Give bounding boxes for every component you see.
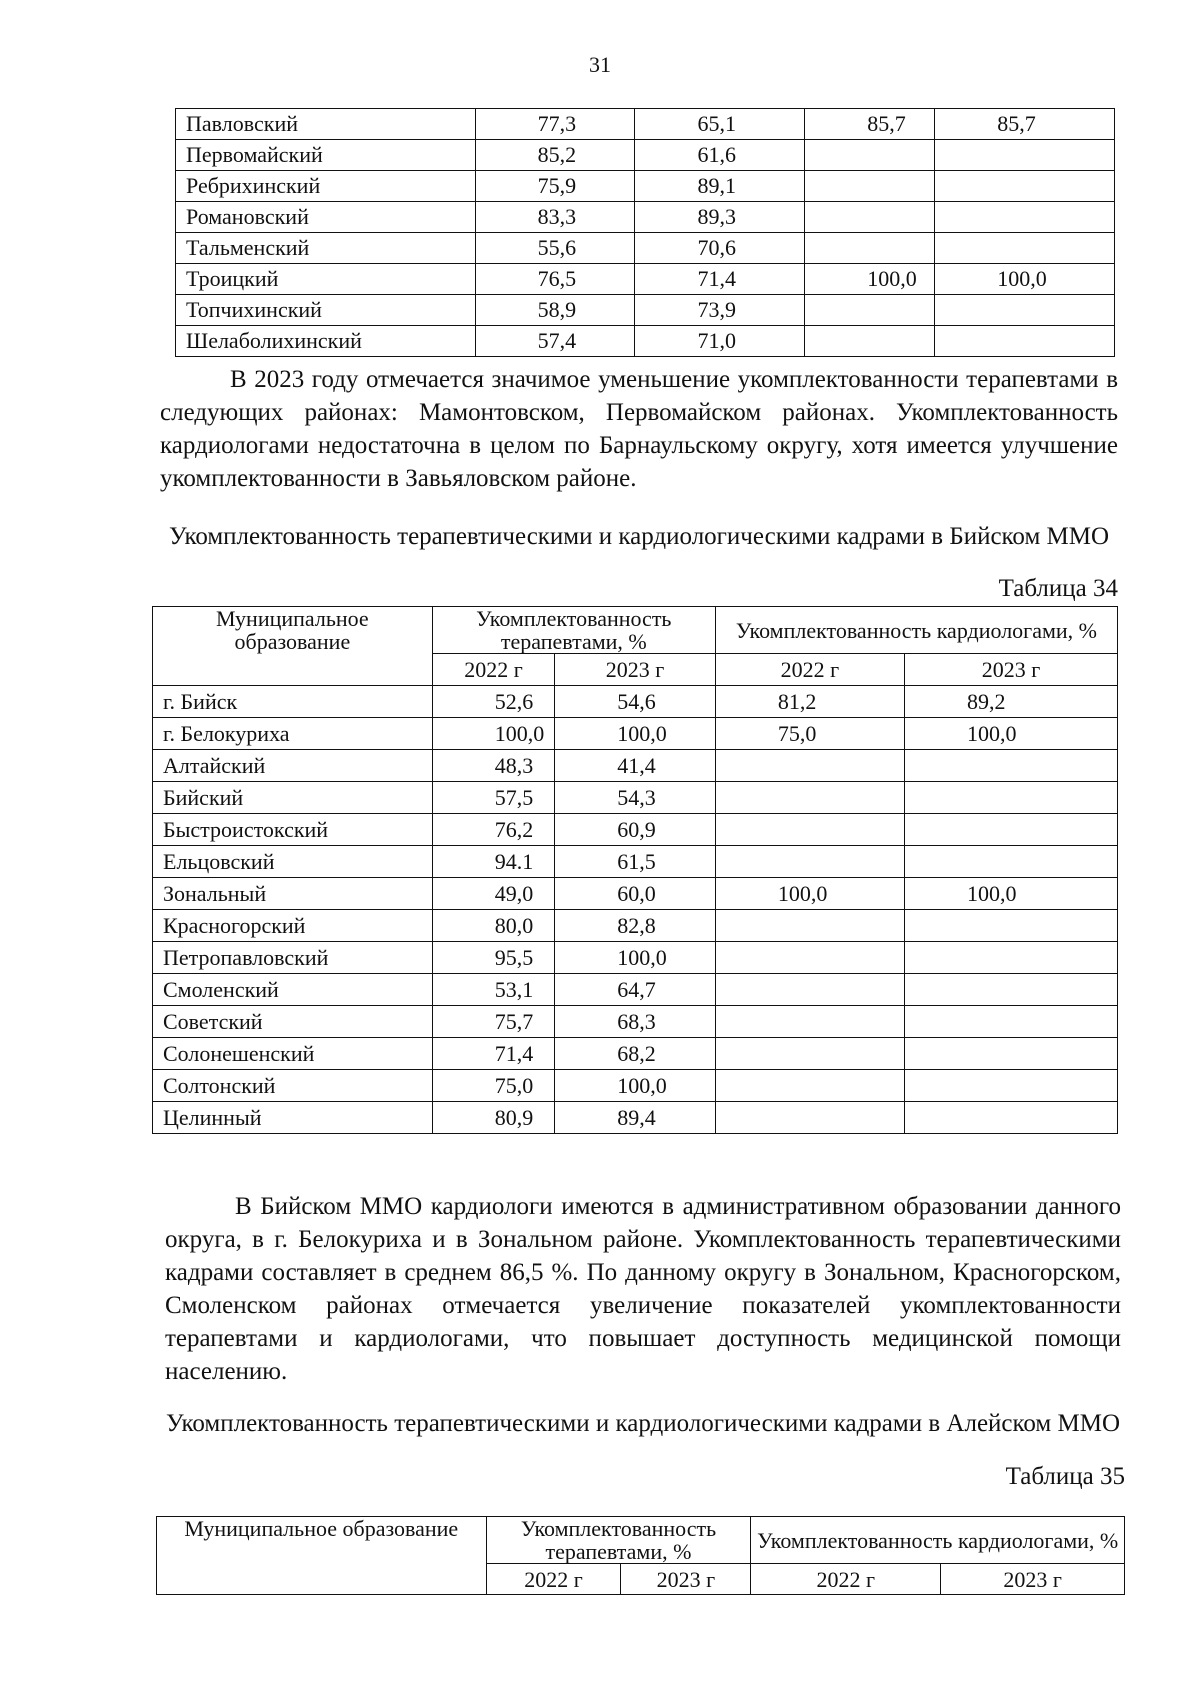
table-row: [153, 1038, 1118, 1070]
value-cell: 94.1: [432, 846, 555, 878]
value-cell: [904, 974, 1117, 1006]
value-cell: 100,0: [904, 718, 1117, 750]
value-cell: [904, 1070, 1117, 1102]
table34-label: Таблица 34: [998, 575, 1118, 602]
value-cell: 70,6: [635, 233, 805, 264]
table-row: [176, 295, 1115, 326]
value-cell: 85,7: [935, 109, 1115, 140]
value-cell: 83,3: [475, 202, 635, 233]
value-cell: 54,6: [555, 686, 716, 718]
value-cell: 57,4: [475, 326, 635, 357]
table-row: [153, 782, 1118, 814]
value-cell: [805, 202, 935, 233]
value-cell: 80,9: [432, 1102, 555, 1134]
value-cell: 61,6: [635, 140, 805, 171]
value-cell: 81,2: [715, 686, 904, 718]
header-year: 2023 г: [904, 654, 1117, 686]
municipality-cell: Ельцовский: [153, 846, 433, 878]
table-row: [153, 974, 1118, 1006]
value-cell: [805, 326, 935, 357]
municipality-cell: Троицкий: [176, 264, 476, 295]
value-cell: [935, 295, 1115, 326]
table-row: [153, 878, 1118, 910]
municipality-cell: Шелаболихинский: [176, 326, 476, 357]
table-row: [153, 686, 1118, 718]
table35-caption: Укомплектованность терапевтическими и кардиологическими кадрами в Алейском ММО: [166, 1410, 1120, 1437]
table-row: [153, 1102, 1118, 1134]
municipality-cell: Быстроистокский: [153, 814, 433, 846]
value-cell: 80,0: [432, 910, 555, 942]
value-cell: 75,0: [432, 1070, 555, 1102]
value-cell: [904, 750, 1117, 782]
value-cell: [904, 1102, 1117, 1134]
page-number: 31: [589, 52, 611, 77]
municipality-cell: Смоленский: [153, 974, 433, 1006]
municipality-cell: Красногорский: [153, 910, 433, 942]
municipality-cell: Топчихинский: [176, 295, 476, 326]
municipality-cell: Ребрихинский: [176, 171, 476, 202]
header-year: 2022 г: [486, 1564, 621, 1595]
municipality-cell: Алтайский: [153, 750, 433, 782]
header-year: 2023 г: [941, 1564, 1125, 1595]
value-cell: 100,0: [432, 718, 555, 750]
value-cell: 75,9: [475, 171, 635, 202]
table-row: [176, 202, 1115, 233]
value-cell: 85,7: [805, 109, 935, 140]
value-cell: 58,9: [475, 295, 635, 326]
table-continuation: [175, 108, 1115, 357]
value-cell: [904, 942, 1117, 974]
value-cell: [715, 1102, 904, 1134]
value-cell: [715, 1038, 904, 1070]
table-row: [176, 326, 1115, 357]
value-cell: 49,0: [432, 878, 555, 910]
municipality-cell: г. Бийск: [153, 686, 433, 718]
value-cell: 68,3: [555, 1006, 716, 1038]
value-cell: 89,2: [904, 686, 1117, 718]
table-row: [176, 140, 1115, 171]
value-cell: 61,5: [555, 846, 716, 878]
table35-header-row: [157, 1517, 1125, 1564]
table-row: [176, 171, 1115, 202]
municipality-cell: Тальменский: [176, 233, 476, 264]
value-cell: [715, 782, 904, 814]
value-cell: [935, 202, 1115, 233]
value-cell: 60,0: [555, 878, 716, 910]
table-row: [153, 910, 1118, 942]
header-cardiologists: Укомплектованность кардиологами, %: [751, 1517, 1125, 1564]
municipality-cell: Солтонский: [153, 1070, 433, 1102]
table-row: [153, 814, 1118, 846]
table-row: [153, 846, 1118, 878]
header-cardiologists: Укомплектованность кардиологами, %: [715, 607, 1117, 654]
value-cell: [904, 1006, 1117, 1038]
value-cell: [805, 171, 935, 202]
value-cell: 100,0: [555, 718, 716, 750]
header-municipality: Муниципальное образование: [153, 607, 433, 686]
municipality-cell: Павловский: [176, 109, 476, 140]
value-cell: [805, 140, 935, 171]
value-cell: [935, 326, 1115, 357]
municipality-cell: Целинный: [153, 1102, 433, 1134]
header-therapists: Укомплектованность терапевтами, %: [432, 607, 715, 654]
municipality-cell: Зональный: [153, 878, 433, 910]
municipality-cell: Бийский: [153, 782, 433, 814]
value-cell: 82,8: [555, 910, 716, 942]
value-cell: 100,0: [805, 264, 935, 295]
value-cell: 77,3: [475, 109, 635, 140]
value-cell: 100,0: [715, 878, 904, 910]
value-cell: [715, 1070, 904, 1102]
value-cell: 52,6: [432, 686, 555, 718]
municipality-cell: Романовский: [176, 202, 476, 233]
header-therapists: Укомплектованность терапевтами, %: [486, 1517, 751, 1564]
value-cell: 71,0: [635, 326, 805, 357]
value-cell: 65,1: [635, 109, 805, 140]
table-row: [153, 1006, 1118, 1038]
value-cell: 71,4: [432, 1038, 555, 1070]
value-cell: [935, 140, 1115, 171]
value-cell: 100,0: [555, 942, 716, 974]
table35: [156, 1516, 1125, 1595]
table-row: [176, 109, 1115, 140]
value-cell: 95,5: [432, 942, 555, 974]
municipality-cell: Петропавловский: [153, 942, 433, 974]
municipality-cell: Советский: [153, 1006, 433, 1038]
value-cell: 75,7: [432, 1006, 555, 1038]
paragraph-barnaul-summary: В 2023 году отмечается значимое уменьшение укомплектованности терапевтами в следующих районах: Мамонтовском, Первомайском районах. Укомплектованность кардиологами недостаточна в целом по Барнаульскому округу, хотя имеется улучшение укомплектованности в Завьяловском районе.: [160, 366, 1118, 492]
table-row: [176, 233, 1115, 264]
value-cell: 89,4: [555, 1102, 716, 1134]
value-cell: [805, 295, 935, 326]
value-cell: [715, 1006, 904, 1038]
table-row: [153, 718, 1118, 750]
value-cell: [715, 910, 904, 942]
municipality-cell: Солонешенский: [153, 1038, 433, 1070]
value-cell: 55,6: [475, 233, 635, 264]
value-cell: 100,0: [904, 878, 1117, 910]
value-cell: [805, 233, 935, 264]
municipality-cell: г. Белокуриха: [153, 718, 433, 750]
table-row: [153, 1070, 1118, 1102]
value-cell: 89,3: [635, 202, 805, 233]
value-cell: [715, 974, 904, 1006]
value-cell: [715, 750, 904, 782]
value-cell: [935, 171, 1115, 202]
value-cell: 54,3: [555, 782, 716, 814]
value-cell: [904, 1038, 1117, 1070]
header-municipality: Муниципальное образование: [157, 1517, 487, 1595]
value-cell: 100,0: [555, 1070, 716, 1102]
value-cell: [904, 910, 1117, 942]
value-cell: [904, 814, 1117, 846]
value-cell: 48,3: [432, 750, 555, 782]
value-cell: [904, 846, 1117, 878]
value-cell: 57,5: [432, 782, 555, 814]
value-cell: 85,2: [475, 140, 635, 171]
value-cell: 89,1: [635, 171, 805, 202]
paragraph-biysk-summary: В Бийском ММО кардиологи имеются в административном образовании данного округа, в г. Белокуриха и в Зональном районе. Укомплектованность терапевтическими кадрами составляет в среднем 86,5 %. По данному округу в Зональном, Красногорском, Смоленском районах отмечается увеличение показателей укомплектованности терапевтами и кардиологами, что повышает доступность медицинской помощи населению.: [165, 1193, 1121, 1385]
header-year: 2023 г: [621, 1564, 751, 1595]
value-cell: 73,9: [635, 295, 805, 326]
table34-header-row: [153, 607, 1118, 654]
table-row: [176, 264, 1115, 295]
value-cell: 100,0: [935, 264, 1115, 295]
table-row: [153, 750, 1118, 782]
value-cell: 64,7: [555, 974, 716, 1006]
header-year: 2022 г: [715, 654, 904, 686]
value-cell: [715, 942, 904, 974]
value-cell: 75,0: [715, 718, 904, 750]
value-cell: 60,9: [555, 814, 716, 846]
value-cell: 76,2: [432, 814, 555, 846]
value-cell: [935, 233, 1115, 264]
table35-label: Таблица 35: [1005, 1463, 1125, 1490]
header-year: 2022 г: [751, 1564, 941, 1595]
table34: [152, 606, 1118, 1134]
value-cell: 71,4: [635, 264, 805, 295]
table-row: [153, 942, 1118, 974]
municipality-cell: Первомайский: [176, 140, 476, 171]
header-year: 2022 г: [432, 654, 555, 686]
value-cell: [715, 846, 904, 878]
value-cell: 53,1: [432, 974, 555, 1006]
value-cell: 76,5: [475, 264, 635, 295]
value-cell: 41,4: [555, 750, 716, 782]
table34-caption: Укомплектованность терапевтическими и кардиологическими кадрами в Бийском ММО: [168, 523, 1110, 550]
value-cell: [904, 782, 1117, 814]
value-cell: 68,2: [555, 1038, 716, 1070]
header-year: 2023 г: [555, 654, 716, 686]
value-cell: [715, 814, 904, 846]
